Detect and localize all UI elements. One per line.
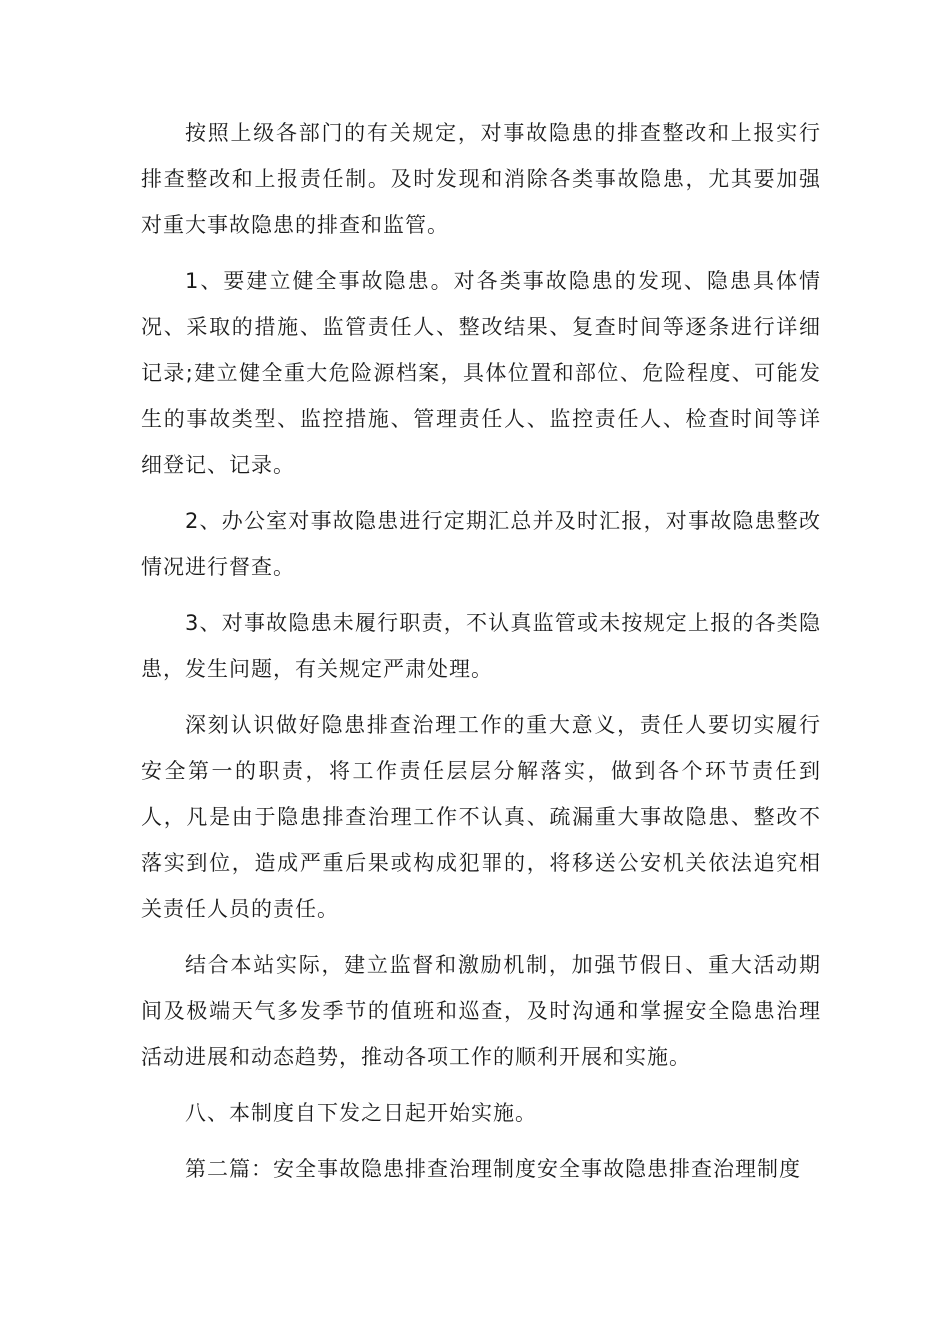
- paragraph-responsibility: 深刻认识做好隐患排查治理工作的重大意义，责任人要切实履行安全第一的职责，将工作责任层层分解落实，做到各个环节责任到人，凡是由于隐患排查治理工作不认真、疏漏重大事故隐患、整改不落实到位，造成严重后果或构成犯罪的，将移送公安机关依法追究相关责任人员的责任。: [141, 713, 821, 921]
- paragraph-item-1: 1、要建立健全事故隐患。对各类事故隐患的发现、隐患具体情况、采取的措施、监管责任人、整改结果、复查时间等逐条进行详细记录;建立健全重大危险源档案，具体位置和部位、危险程度、可能发生的事故类型、监控措施、管理责任人、监控责任人、检查时间等详细登记、记录。: [141, 269, 821, 477]
- paragraph-effective-date: 八、本制度自下发之日起开始实施。: [185, 1101, 537, 1125]
- paragraph-reporting-rules: 按照上级各部门的有关规定，对事故隐患的排查整改和上报实行排查整改和上报责任制。及时发现和消除各类事故隐患，尤其要加强对重大事故隐患的排查和监管。: [141, 121, 821, 237]
- paragraph-item-2: 2、办公室对事故隐患进行定期汇总并及时汇报，对事故隐患整改情况进行督查。: [141, 509, 821, 579]
- paragraph-second-chapter-title: 第二篇：安全事故隐患排查治理制度安全事故隐患排查治理制度: [185, 1157, 801, 1181]
- document-body: [141, 110, 821, 1202]
- paragraph-item-3: 3、对事故隐患未履行职责，不认真监管或未按规定上报的各类隐患，发生问题，有关规定严肃处理。: [141, 611, 821, 681]
- paragraph-supervision: 结合本站实际，建立监督和激励机制，加强节假日、重大活动期间及极端天气多发季节的值班和巡查，及时沟通和掌握安全隐患治理活动进展和动态趋势，推动各项工作的顺利开展和实施。: [141, 953, 821, 1069]
